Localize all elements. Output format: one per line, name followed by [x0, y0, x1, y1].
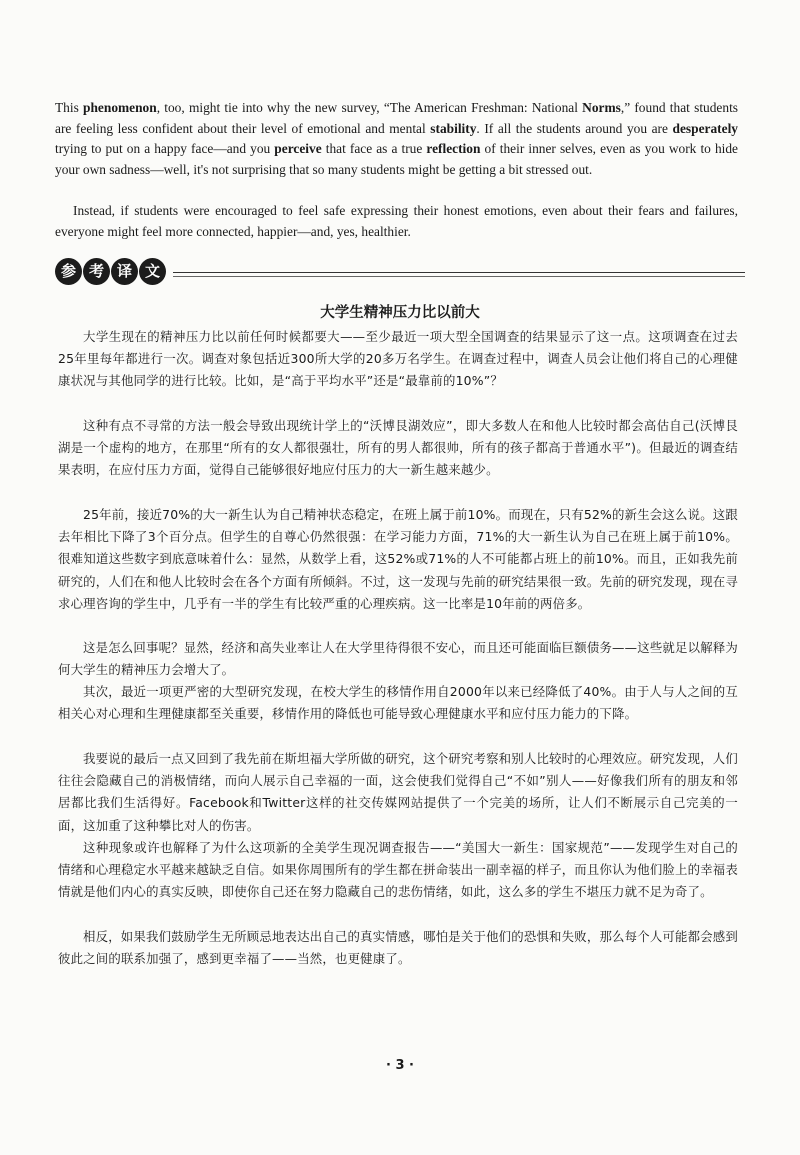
section-divider — [173, 276, 745, 277]
vocab-word: stability — [430, 120, 477, 136]
text-run: ,” found that students are feeling less confident about their level of emotional and mental — [55, 100, 738, 136]
english-paragraph-1 — [55, 98, 738, 180]
section-badge: 译 — [111, 258, 138, 285]
translation-paragraph: 这种有点不寻常的方法一般会导致出现统计学上的“沃博艮湖效应”，即大多数人在和他人比较时都会高估自己(沃博艮湖是一个虚构的地方，在那里“所有的女人都很强壮，所有的男人都很帅，所有的孩子都高于普通水平”)。但最近的调查结果表明，在应付压力方面，觉得自己能够很好地应付压力的大一新生越来越少。 — [58, 418, 738, 478]
text-run: . If all the students around you are — [476, 120, 673, 136]
text-run: This — [55, 100, 84, 115]
translation-paragraph: 其次，最近一项更严密的大型研究发现，在校大学生的移情作用自2000年以来已经降低了40%。由于人与人之间的互相关心对心理和生理健康都至关重要，移情作用的降低也可能导致心理健康水平和应付压力能力的下降。 — [58, 684, 738, 722]
translation-paragraph: 25年前，接近70%的大一新生认为自己精神状态稳定，在班上属于前10%。而现在，只有52%的新生会这么说。这跟去年相比下降了3个百分点。但学生的自尊心仍然很强：在学习能力方面，71%的大一新生认为自己在班上属于前10%。很难知道这些数字到底意味着什么：显然，从数学上看，这52%或71%的人不可能都占班上的前10%。而且，正如我先前研究的，人们在和他人比较时会在各个方面有所倾斜。不过，这一发现与先前的研究结果很一致。先前的研究发现，现在寻求心理咨询的学生中，几乎有一半的学生有比较严重的心理疾病。这一比率是10年前的两倍多。 — [58, 507, 738, 611]
text-run: that face as a true — [321, 141, 427, 157]
vocab-word: reflection — [426, 141, 481, 157]
text-run: trying to put on a happy face—and you — [55, 141, 275, 157]
translation-paragraph: 这是怎么回事呢？显然，经济和高失业率让人在大学里待得很不安心，而且还可能面临巨额债务——这些就足以解释为何大学生的精神压力会增大了。 — [58, 640, 738, 678]
vocab-word: perceive — [274, 141, 322, 157]
vocab-word: Norms — [582, 100, 621, 115]
text-run: , too, might tie into why the new survey, “The American Freshman: National — [156, 100, 583, 115]
translation-title: 大学生精神压力比以前大 — [320, 305, 480, 321]
page-number: · 3 · — [386, 1058, 414, 1073]
text-run: of their inner selves, even as you work to hide your own sadness—well, it's not surprising that so many students might be getting a bit stressed out. — [55, 141, 738, 177]
translation-paragraph: 相反，如果我们鼓励学生无所顾忌地表达出自己的真实情感，哪怕是关于他们的恐惧和失败，那么每个人可能都会感到彼此之间的联系加强了，感到更幸福了——当然，也更健康了。 — [58, 929, 738, 967]
english-paragraph-2: Instead, if students were encouraged to feel safe expressing their honest emotions, even about their fears and failures, everyone might feel more connected, happier—and, yes, healthier. — [55, 203, 738, 239]
section-badge: 考 — [83, 258, 110, 285]
translation-paragraph: 大学生现在的精神压力比以前任何时候都要大——至少最近一项大型全国调查的结果显示了这一点。这项调查在过去25年里每年都进行一次。调查对象包括近300所大学的20多万名学生。在调查过程中，调查人员会让他们将自己的心理健康状况与其他同学的进行比较。比如，是“高于平均水平”还是“最靠前的10%”？ — [58, 329, 738, 389]
section-badge: 参 — [55, 258, 82, 285]
section-divider — [173, 272, 745, 273]
vocab-word: desperately — [672, 120, 738, 136]
translation-paragraph: 这种现象或许也解释了为什么这项新的全美学生现况调查报告——“美国大一新生：国家规范”——发现学生对自己的情绪和心理稳定水平越来越缺乏自信。如果你周围所有的学生都在拼命装出一副幸福的样子，而且你认为他们脸上的幸福表情就是他们内心的真实反映，即使你自己还在努力隐藏自己的悲伤情绪，如此，这么多的学生不堪压力就不足为奇了。 — [58, 840, 738, 900]
translation-paragraph: 我要说的最后一点又回到了我先前在斯坦福大学所做的研究，这个研究考察和别人比较时的心理效应。研究发现，人们往往会隐藏自己的消极情绪，而向人展示自己幸福的一面，这会使我们觉得自己“不如”别人——好像我们所有的朋友和邻居都比我们生活得好。Facebook和Twitter这样的社交传媒网站提供了一个完美的场所，让人们不断展示自己完美的一面，这加重了这种攀比对人的伤害。 — [58, 751, 738, 833]
section-badge-group — [55, 258, 166, 285]
section-header-reference-translation — [55, 258, 745, 288]
vocab-word: phenomenon — [83, 100, 157, 115]
section-badge: 文 — [139, 258, 166, 285]
